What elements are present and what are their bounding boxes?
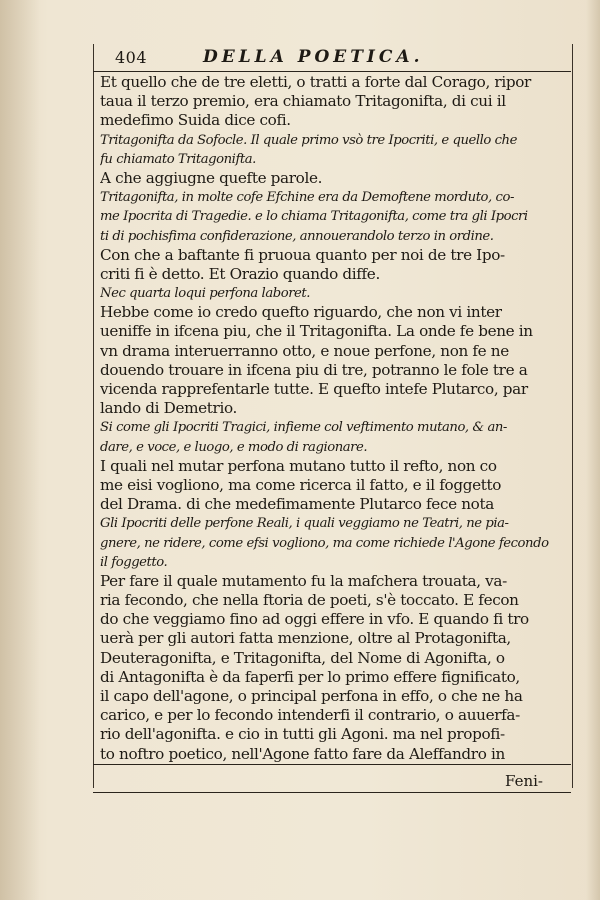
- running-head: DELLA POETICA.: [203, 47, 424, 67]
- quotation-line: fu chiamato Tritagonifta.: [100, 151, 256, 167]
- text-line: to noftro poetico, nell'Agone fatto fare da Aleffandro in: [100, 744, 505, 763]
- header-rule: [93, 71, 571, 72]
- text-line: vn drama interuerranno otto, e noue perfone, non fe ne: [100, 341, 509, 360]
- text-line: ueniffe in ifcena piu, che il Tritagonifta. La onde fe bene in: [100, 322, 533, 341]
- text-line: del Drama. di che medefimamente Plutarco fece nota: [100, 495, 494, 514]
- text-line: me eisi vogliono, ma come ricerca il fatto, e il foggetto: [100, 475, 502, 494]
- text-line: il capo dell'agone, o principal perfona in effo, o che ne ha: [100, 687, 523, 705]
- text-line: uerà per gli autori fatta menzione, oltre al Protagonifta,: [100, 629, 511, 648]
- page-edge-shadow: [586, 0, 600, 900]
- text-line: lando di Demetrio.: [100, 399, 237, 418]
- text-line: Con che a baftante fi pruoua quanto per noi de tre Ipo-: [100, 245, 505, 264]
- quotation-line: il foggetto.: [100, 554, 168, 570]
- quotation-line: dare, e voce, e luogo, e modo di ragionare.: [100, 439, 368, 455]
- quotation-line: Tritagonifta da Sofocle. Il quale primo vsò tre Ipocriti, e quello che: [100, 132, 517, 148]
- text-line: taua il terzo premio, era chiamato Tritagonifta, di cui il: [100, 92, 506, 111]
- text-line: Et quello che de tre eletti, o tratti a forte dal Corago, ripor: [100, 73, 531, 91]
- page-gutter-shadow: [0, 0, 40, 900]
- quotation-line: Si come gli Ipocriti Tragici, infieme col veftimento mutano, & an-: [100, 420, 507, 436]
- quotation-line: gnere, ne ridere, come efsi vogliono, ma come richiede l'Agone fecondo: [100, 535, 549, 551]
- text-line: do che veggiamo fino ad oggi effere in vfo. E quando fi tro: [100, 610, 529, 629]
- text-line: criti fi è detto. Et Orazio quando diffe.: [100, 264, 380, 283]
- quotation-line: Nec quarta loqui perfona laboret.: [100, 286, 311, 302]
- text-line: di Antagonifta è da faperfi per lo primo effere fignificato,: [100, 667, 520, 686]
- page-number: 404: [115, 48, 148, 67]
- quotation-line: me Ipocrita di Tragedie. e lo chiama Tritagonifta, come tra gli Ipocri: [100, 209, 528, 225]
- footer-rule-lower: [93, 792, 571, 793]
- text-line: rio dell'agonifta. e cio in tutti gli Agoni. ma nel propofi-: [100, 725, 505, 744]
- text-line: douendo trouare in ifcena piu di tre, potranno le fole tre a: [100, 360, 528, 379]
- text-line: vicenda rapprefentarle tutte. E quefto intefe Plutarco, par: [100, 380, 528, 398]
- catchword: Feni-: [505, 772, 543, 790]
- text-line: medefimo Suida dice cofi.: [100, 111, 291, 130]
- quotation-line: Tritagonifta, in molte cofe Efchine era da Demoftene morduto, co-: [100, 190, 514, 206]
- text-line: Deuteragonifta, e Tritagonifta, del Nome di Agonifta, o: [100, 648, 505, 667]
- text-line: carico, e per lo fecondo intenderfi il contrario, o auuerfa-: [100, 706, 520, 725]
- page-header: [93, 44, 571, 70]
- text-line: Per fare il quale mutamento fu la mafchera trouata, va-: [100, 571, 507, 590]
- quotation-line: ti di pochisfima confiderazione, annouerandolo terzo in ordine.: [100, 228, 494, 244]
- text-line: ria fecondo, che nella ftoria de poeti, s'è toccato. E fecon: [100, 591, 519, 610]
- text-line: I quali nel mutar perfona mutano tutto il refto, non co: [100, 456, 497, 475]
- text-line: Hebbe come io credo quefto riguardo, che non vi inter: [100, 303, 502, 322]
- quotation-line: Gli Ipocriti delle perfone Reali, i quali veggiamo ne Teatri, ne pia-: [100, 516, 509, 532]
- text-line: A che aggiugne quefte parole.: [100, 168, 323, 187]
- body-text: [100, 73, 565, 764]
- footer-rule: [93, 764, 571, 765]
